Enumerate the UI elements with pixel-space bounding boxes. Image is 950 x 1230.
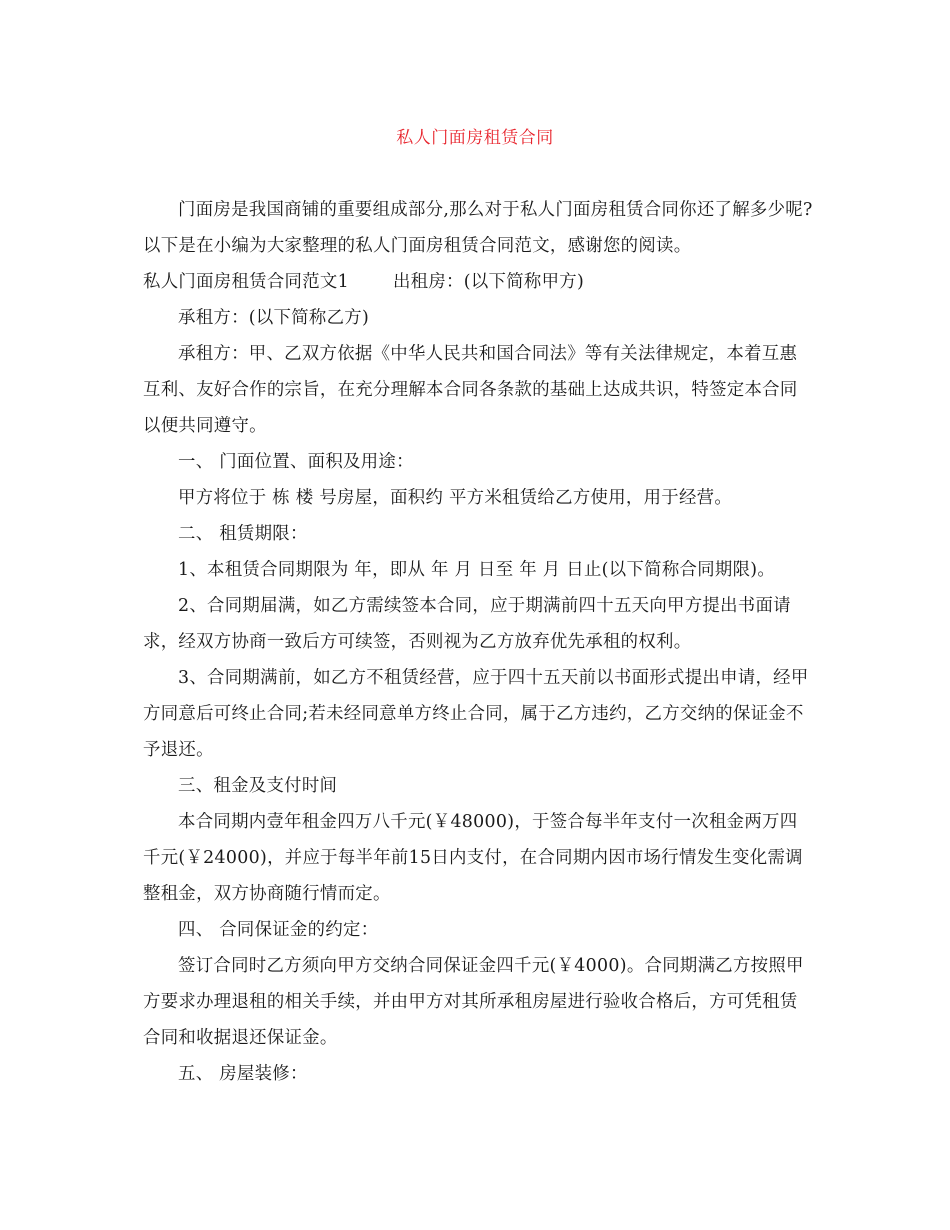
document-title: 私人门面房租赁合同 <box>396 128 554 148</box>
document-body <box>143 192 813 1092</box>
clause-2-1: 1、本租赁合同期限为 年，即从 年 月 日至 年 月 日止(以下简称合同期限)。 <box>178 560 776 580</box>
clause-2-2: 2、合同期届满，如乙方需续签本合同，应于期满前四十五天向甲方提出书面请求，经双方协商一致后方可续签，否则视为乙方放弃优先承租的权利。 <box>143 596 791 652</box>
sample-heading-title: 私人门面房租赁合同范文1 <box>143 272 349 292</box>
section-heading-2: 二、 租赁期限： <box>178 524 308 544</box>
paragraph-lessee: 承租方：(以下简称乙方) <box>178 308 370 328</box>
paragraph-section-4: 签订合同时乙方须向甲方交纳合同保证金四千元(￥4000)。合同期满乙方按照甲方要求办理退租的相关手续，并由甲方对其所承租房屋进行验收合格后，方可凭租赁合同和收据退还保证金。 <box>143 956 804 1048</box>
section-heading-5: 五、 房屋装修： <box>178 1064 308 1084</box>
paragraph-section-1: 甲方将位于 栋 楼 号房屋，面积约 平方米租赁给乙方使用，用于经营。 <box>178 488 733 508</box>
section-heading-1: 一、 门面位置、面积及用途： <box>178 452 414 472</box>
paragraph-intro: 门面房是我国商铺的重要组成部分,那么对于私人门面房租赁合同你还了解多少呢?以下是在小编为大家整理的私人门面房租赁合同范文，感谢您的阅读。 <box>143 200 813 256</box>
sample-heading-line <box>143 264 813 300</box>
section-heading-3: 三、租金及支付时间 <box>178 776 338 796</box>
paragraph-section-3: 本合同期内壹年租金四万八千元(￥48000)，于签合每半年支付一次租金两万四千元(￥24000)，并应于每半年前15日内支付，在合同期内因市场行情发生变化需调整租金，双方协商随行情而定。 <box>143 812 803 904</box>
paragraph-preamble: 承租方：甲、乙双方依据《中华人民共和国合同法》等有关法律规定，本着互惠互利、友好合作的宗旨，在充分理解本合同各条款的基础上达成共识，特签定本合同以便共同遵守。 <box>143 344 798 436</box>
lessor-label: 出租房：(以下简称甲方) <box>392 272 585 292</box>
clause-2-3: 3、合同期满前，如乙方不租赁经营，应于四十五天前以书面形式提出申请，经甲方同意后可终止合同;若未经同意单方终止合同，属于乙方违约，乙方交纳的保证金不予退还。 <box>143 668 809 760</box>
section-heading-4: 四、 合同保证金的约定： <box>178 920 379 940</box>
